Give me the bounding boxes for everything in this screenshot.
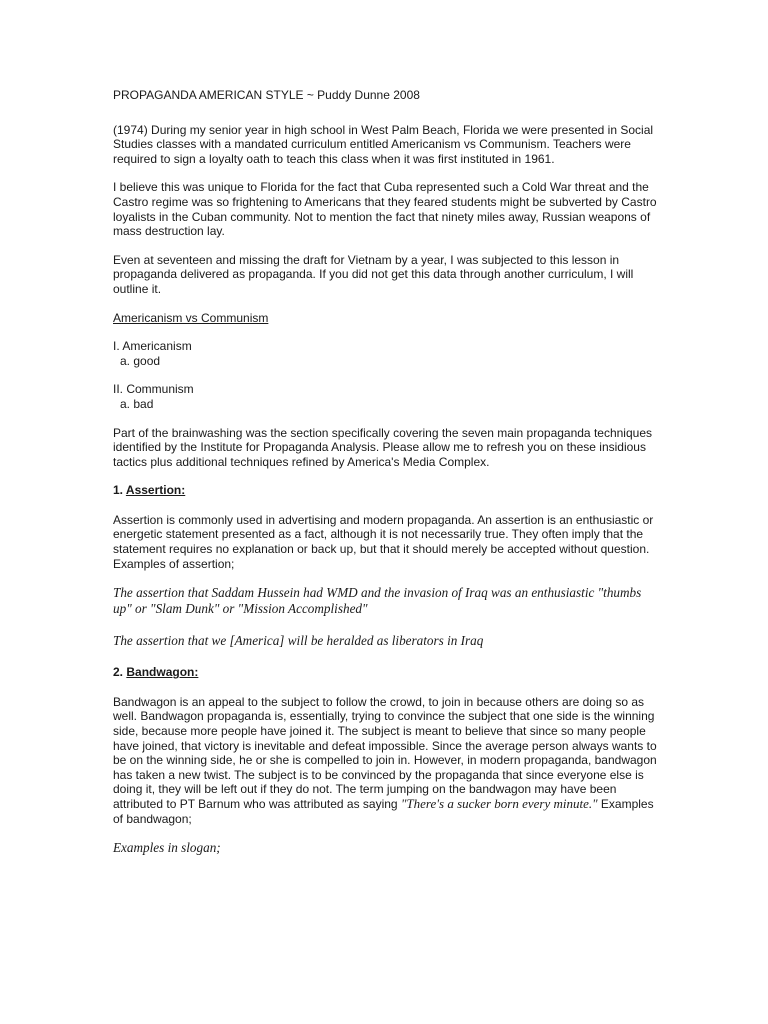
- section-title: Bandwagon:: [126, 665, 199, 680]
- outline-list: [113, 339, 658, 411]
- section-body-tail: Examples of bandwagon;: [113, 797, 654, 826]
- section-body: Assertion is commonly used in advertising and modern propaganda. An assertion is an enthusiastic or energetic statement presented as a fact, although it is not necessarily true. They often imply that the statement requires no explanation or back up, but that it should merely be accepted without question. Examples of assertion;: [113, 512, 654, 571]
- example-quote: The assertion that Saddam Hussein had WMD and the invasion of Iraq was an enthusiastic "thumbs up" or "Slam Dunk" or "Mission Accomplished": [113, 585, 642, 617]
- outline-subitem: a. bad: [120, 396, 154, 411]
- bridge-paragraph: Part of the brainwashing was the section specifically covering the seven main propaganda techniques identified by the Institute for Propaganda Analysis. Please allow me to refresh you on these insidious tactics plus additional techniques refined by America's Media Complex.: [113, 425, 652, 469]
- section-title: Assertion:: [125, 483, 186, 498]
- intro-paragraph: (1974) During my senior year in high school in West Palm Beach, Florida we were presented in Social Studies classes with a mandated curriculum entitled Americanism vs Communism. Teachers were required to sign a loyalty oath to teach this class when it was first instituted in 1961.: [113, 122, 654, 166]
- example-heading: Examples in slogan;: [113, 840, 221, 856]
- outline-subitem: a. good: [120, 353, 161, 368]
- document-page: [113, 88, 658, 872]
- intro-paragraph: I believe this was unique to Florida for the fact that Cuba represented such a Cold War threat and the Castro regime was so frightening to Americans that they feared students might be subverted by Castro loyalists in the Cuban community. Not to mention the fact that ninety miles away, Russian weapons of mass destruction lay.: [113, 180, 657, 239]
- inline-quote: "There's a sucker born every minute.": [400, 796, 598, 811]
- outline-item: I. Americanism: [113, 339, 192, 354]
- example-quote: The assertion that we [America] will be heralded as liberators in Iraq: [113, 633, 484, 649]
- section-body-text: Bandwagon is an appeal to the subject to follow the crowd, to join in because others are doing so as well. Bandwagon propaganda is, essentially, trying to convince the subject that one side is the winning side, because more people have joined it. The subject is meant to believe that since so many people have joined, that victory is inevitable and defeat impossible. Since the average person always wants to be on the winning side, he or she is compelled to join in. However, in modern propaganda, bandwagon has taken a new twist. The subject is to be convinced by the propaganda that since everyone else is doing it, they will be left out if they do not. The term jumping on the bandwagon may have been attributed to PT Barnum who was attributed as saying: [113, 694, 657, 811]
- section-number: 1.: [113, 483, 124, 498]
- section-assertion: [113, 483, 658, 649]
- section-number: 2.: [113, 665, 124, 680]
- intro-paragraph: Even at seventeen and missing the draft for Vietnam by a year, I was subjected to this lesson in propaganda delivered as propaganda. If you did not get this data through another curriculum, I will outline it.: [113, 252, 634, 296]
- outline-item: II. Communism: [113, 382, 194, 397]
- section-body: [113, 695, 658, 826]
- section-heading: [113, 665, 658, 680]
- section-bandwagon: [113, 665, 658, 856]
- section-heading: [113, 483, 658, 498]
- document-title: PROPAGANDA AMERICAN STYLE ~ Puddy Dunne 2008: [113, 88, 420, 102]
- outline-heading: Americanism vs Communism: [113, 310, 269, 325]
